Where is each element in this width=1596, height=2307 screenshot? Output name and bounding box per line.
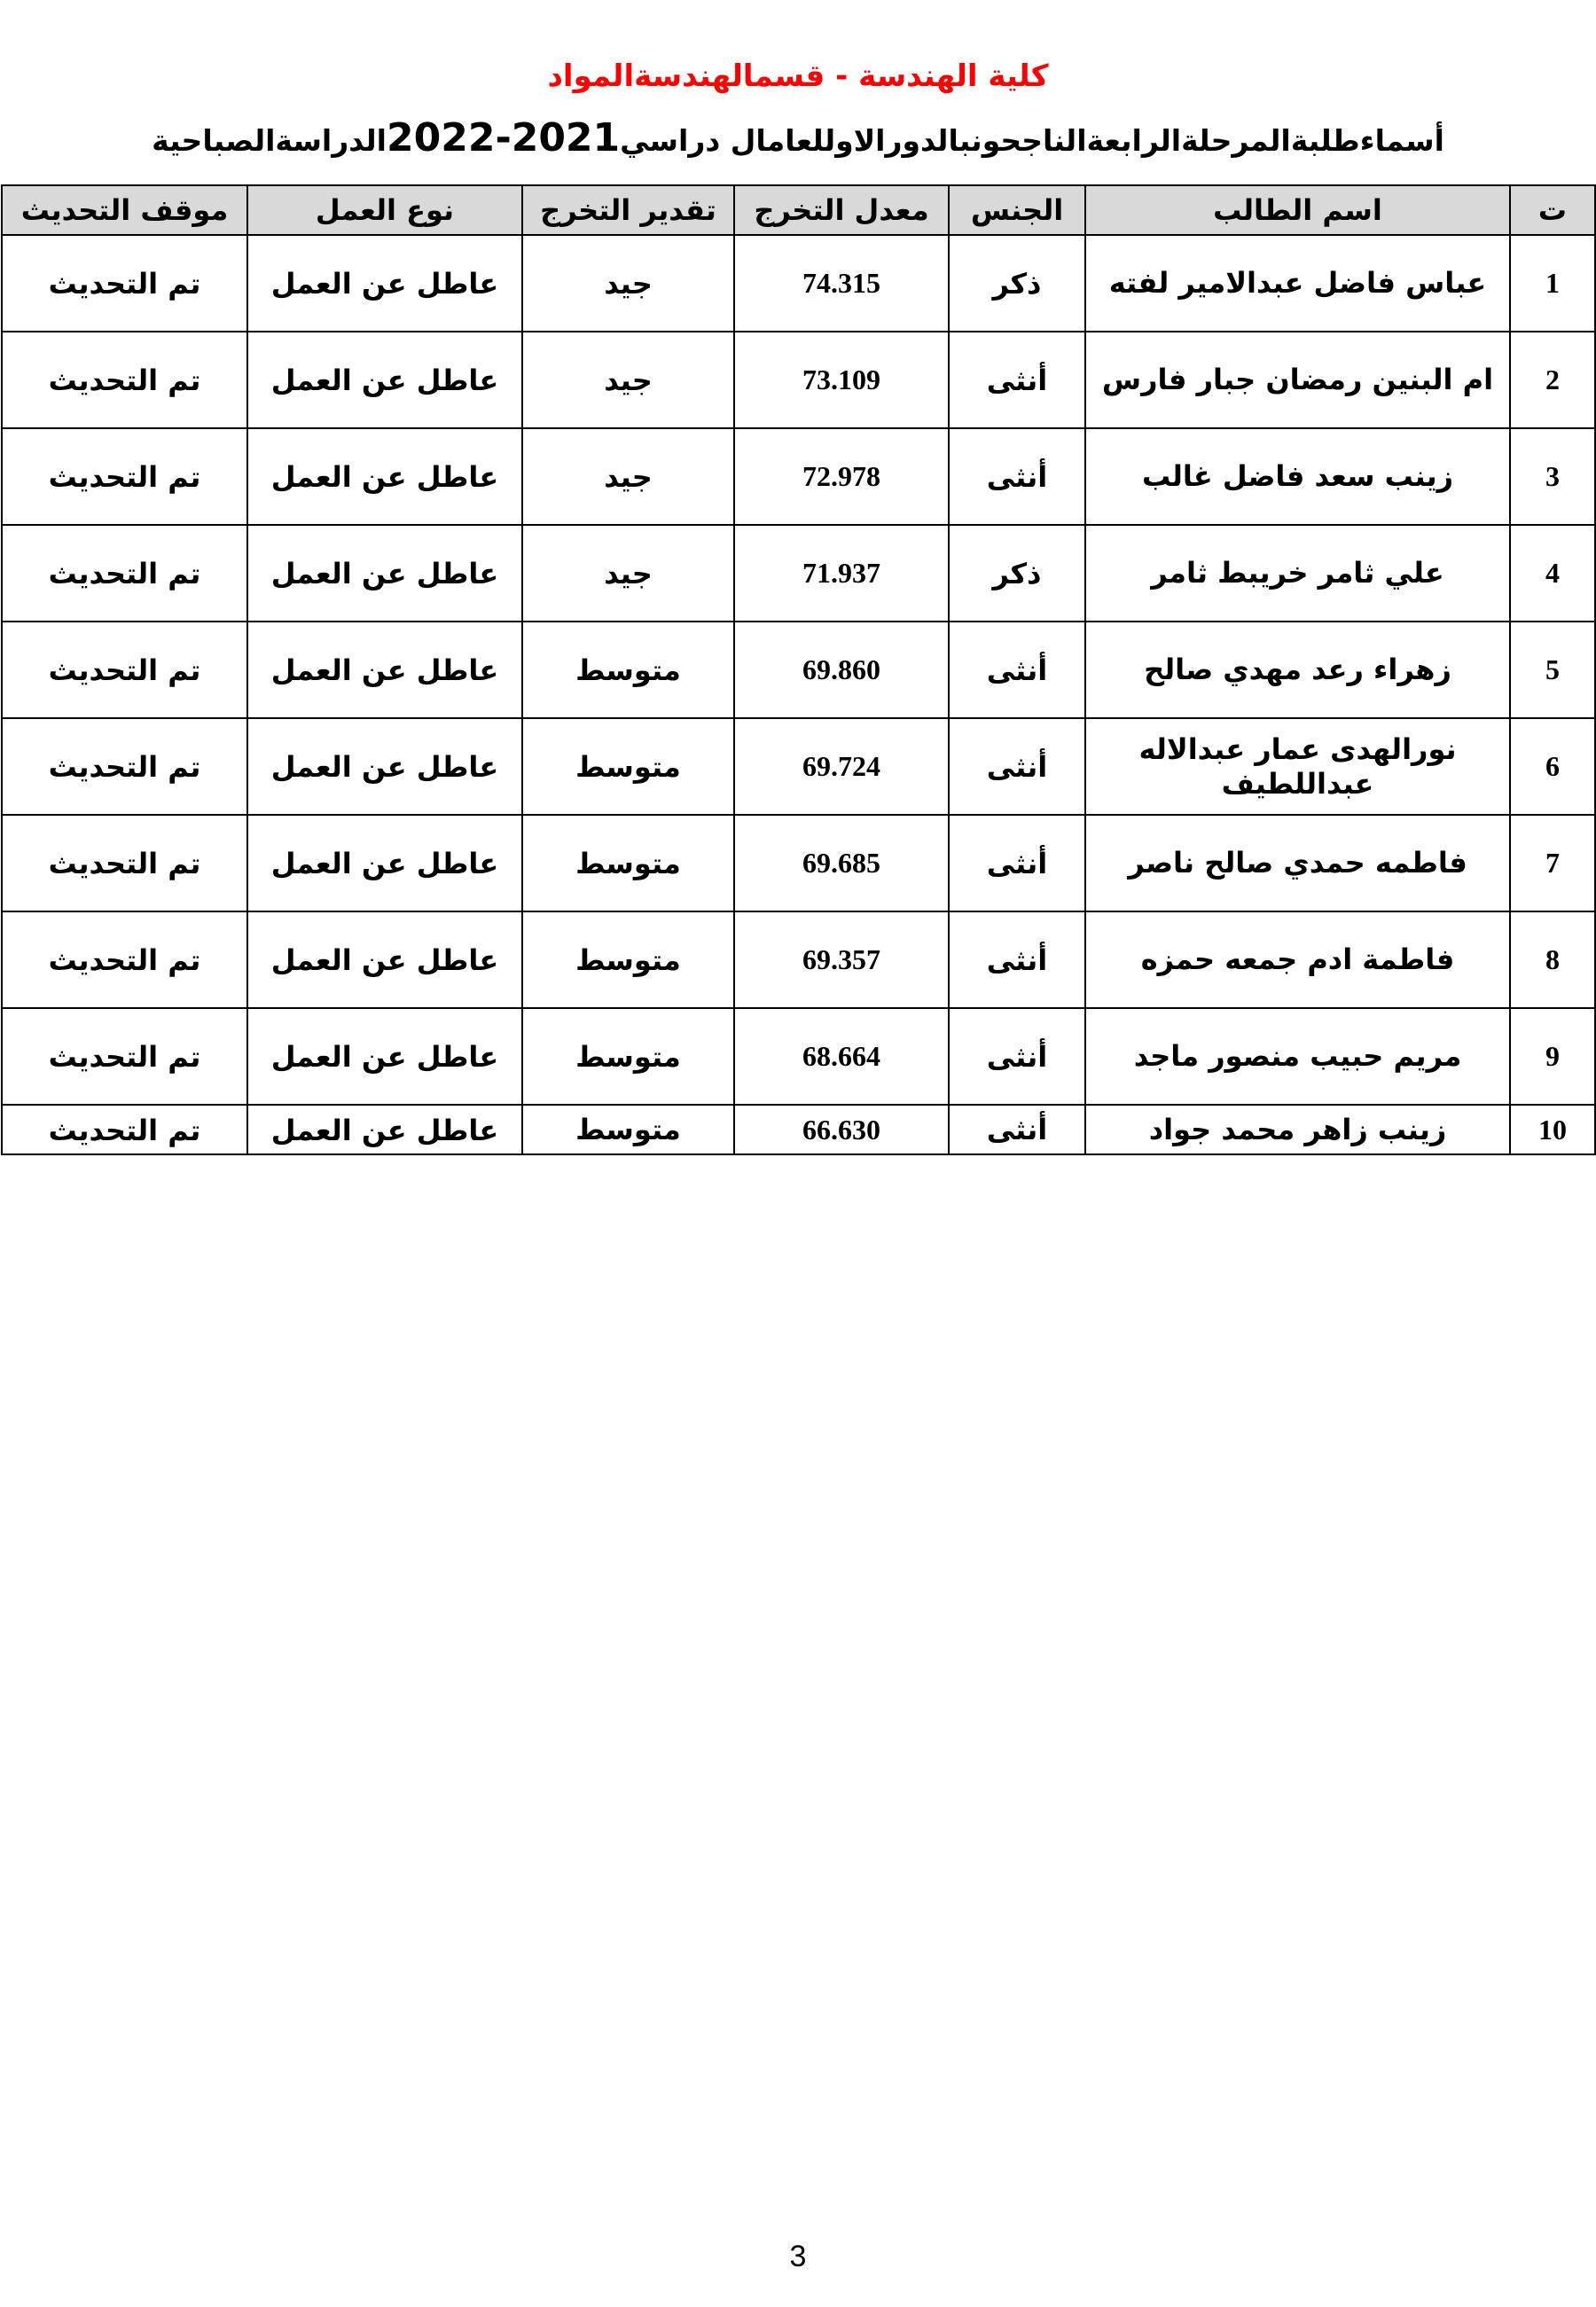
table-row — [2, 718, 1595, 815]
update-status: تم التحديث — [2, 235, 247, 332]
table-row — [2, 1008, 1595, 1105]
student-name: مريم حبيب منصور ماجد — [1085, 1008, 1510, 1105]
row-number: 4 — [1510, 525, 1595, 622]
table-row — [2, 428, 1595, 525]
graduation-average: 68.664 — [734, 1008, 949, 1105]
student-name: ام البنين رمضان جبار فارس — [1085, 332, 1510, 428]
graduation-grade: جيد — [522, 332, 734, 428]
update-status: تم التحديث — [2, 332, 247, 428]
graduation-average: 69.724 — [734, 718, 949, 815]
header-row — [2, 185, 1595, 235]
graduation-average: 66.630 — [734, 1105, 949, 1154]
graduation-average: 69.685 — [734, 815, 949, 911]
row-number: 2 — [1510, 332, 1595, 428]
row-number: 1 — [1510, 235, 1595, 332]
work-type: عاطل عن العمل — [247, 1008, 522, 1105]
table-row — [2, 911, 1595, 1008]
graduation-average: 74.315 — [734, 235, 949, 332]
student-name: عباس فاضل عبدالامير لفته — [1085, 235, 1510, 332]
graduation-grade: متوسط — [522, 718, 734, 815]
document-subtitle — [0, 115, 1596, 160]
subtitle-year: 2021-2022 — [386, 115, 621, 160]
graduation-average: 71.937 — [734, 525, 949, 622]
gender: أنثى — [949, 815, 1085, 911]
table-row — [2, 332, 1595, 428]
graduation-average: 73.109 — [734, 332, 949, 428]
graduation-grade: متوسط — [522, 911, 734, 1008]
gender: أنثى — [949, 718, 1085, 815]
table-row — [2, 235, 1595, 332]
update-status: تم التحديث — [2, 622, 247, 718]
student-name: زهراء رعد مهدي صالح — [1085, 622, 1510, 718]
row-number: 9 — [1510, 1008, 1595, 1105]
student-name: علي ثامر خريبط ثامر — [1085, 525, 1510, 622]
update-status: تم التحديث — [2, 911, 247, 1008]
graduation-grade: متوسط — [522, 1008, 734, 1105]
column-header-update-status: موقف التحديث — [2, 185, 247, 235]
student-name: زينب زاهر محمد جواد — [1085, 1105, 1510, 1154]
row-number: 6 — [1510, 718, 1595, 815]
graduation-average: 72.978 — [734, 428, 949, 525]
work-type: عاطل عن العمل — [247, 235, 522, 332]
work-type: عاطل عن العمل — [247, 622, 522, 718]
row-number: 5 — [1510, 622, 1595, 718]
subtitle-end: الدراسةالصباحية — [152, 123, 387, 158]
work-type: عاطل عن العمل — [247, 911, 522, 1008]
gender: أنثى — [949, 911, 1085, 1008]
graduation-grade: جيد — [522, 428, 734, 525]
gender: أنثى — [949, 1105, 1085, 1154]
graduation-grade: متوسط — [522, 815, 734, 911]
row-number: 3 — [1510, 428, 1595, 525]
document-title: كلية الهندسة - قسمالهندسةالمواد — [547, 59, 1049, 94]
gender: أنثى — [949, 332, 1085, 428]
table-body — [2, 235, 1595, 1154]
work-type: عاطل عن العمل — [247, 1105, 522, 1154]
table-row — [2, 1105, 1595, 1154]
update-status: تم التحديث — [2, 1105, 247, 1154]
column-header-student-name: اسم الطالب — [1085, 185, 1510, 235]
student-name: زينب سعد فاضل غالب — [1085, 428, 1510, 525]
graduation-grade: جيد — [522, 525, 734, 622]
gender: أنثى — [949, 428, 1085, 525]
table-row — [2, 815, 1595, 911]
gender: ذكر — [949, 235, 1085, 332]
page-number: 3 — [789, 2240, 807, 2273]
students-table — [1, 184, 1596, 1155]
graduation-grade: متوسط — [522, 622, 734, 718]
work-type: عاطل عن العمل — [247, 815, 522, 911]
row-number: 8 — [1510, 911, 1595, 1008]
column-header-number: ت — [1510, 185, 1595, 235]
gender: ذكر — [949, 525, 1085, 622]
table-row — [2, 525, 1595, 622]
student-name: فاطمة ادم جمعه حمزه — [1085, 911, 1510, 1008]
work-type: عاطل عن العمل — [247, 332, 522, 428]
column-header-work-type: نوع العمل — [247, 185, 522, 235]
work-type: عاطل عن العمل — [247, 525, 522, 622]
student-name: نورالهدى عمار عبدالاله عبداللطيف — [1085, 718, 1510, 815]
update-status: تم التحديث — [2, 525, 247, 622]
column-header-graduation-average: معدل التخرج — [734, 185, 949, 235]
subtitle-start: أسماءطلبةالمرحلةالرابعةالناجحونبالدورالاوللعامال دراسي — [620, 123, 1444, 158]
column-header-graduation-grade: تقدير التخرج — [522, 185, 734, 235]
graduation-grade: متوسط — [522, 1105, 734, 1154]
update-status: تم التحديث — [2, 815, 247, 911]
gender: أنثى — [949, 622, 1085, 718]
work-type: عاطل عن العمل — [247, 428, 522, 525]
gender: أنثى — [949, 1008, 1085, 1105]
graduation-grade: جيد — [522, 235, 734, 332]
graduation-average: 69.357 — [734, 911, 949, 1008]
graduation-average: 69.860 — [734, 622, 949, 718]
table-row — [2, 622, 1595, 718]
row-number: 10 — [1510, 1105, 1595, 1154]
row-number: 7 — [1510, 815, 1595, 911]
work-type: عاطل عن العمل — [247, 718, 522, 815]
student-name: فاطمه حمدي صالح ناصر — [1085, 815, 1510, 911]
table-header — [2, 185, 1595, 235]
update-status: تم التحديث — [2, 1008, 247, 1105]
column-header-gender: الجنس — [949, 185, 1085, 235]
update-status: تم التحديث — [2, 718, 247, 815]
update-status: تم التحديث — [2, 428, 247, 525]
